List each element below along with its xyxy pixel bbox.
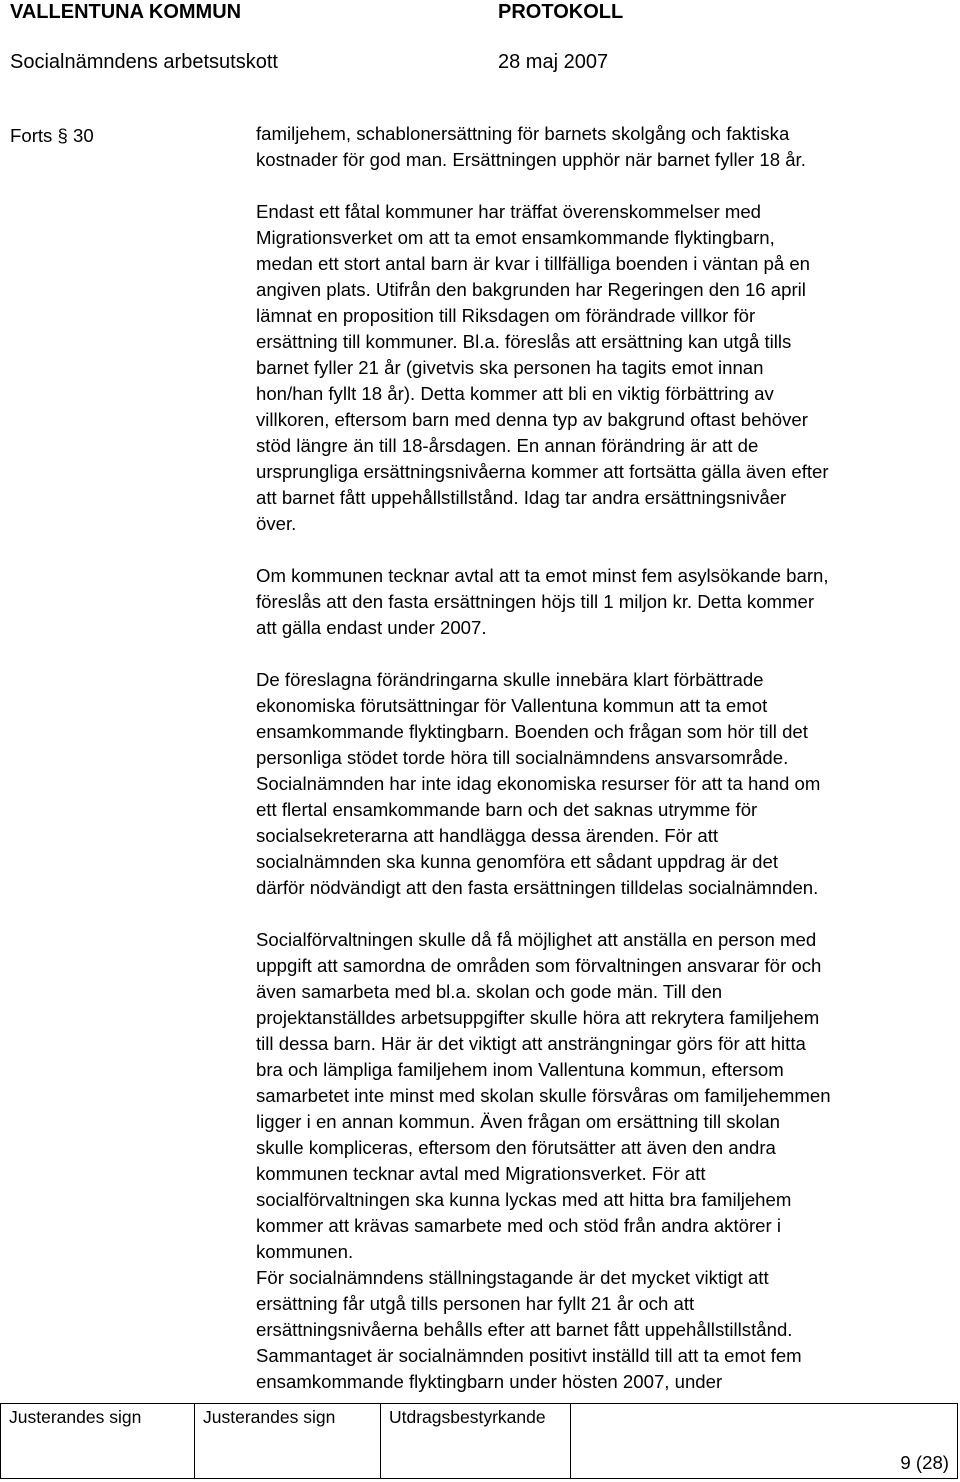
paragraph-3: Om kommunen tecknar avtal att ta emot minst fem asylsökande barn, föreslås att den fasta ersättningen höjs till 1 miljon kr. Detta kommer att gälla endast under 2007. xyxy=(256,565,829,638)
signature-label-1: Justerandes sign xyxy=(9,1407,142,1427)
org-name: VALLENTUNA KOMMUN xyxy=(10,1,242,23)
signature-cell-1 xyxy=(1,1404,195,1479)
paragraph-4: De föreslagna förändringarna skulle innebära klart förbättrade ekonomiska förutsättningar för Vallentuna kommun att ta emot ensamkommande flyktingbarn. Boenden och frågan som hör till det personliga stödet torde höra till socialnämndens ansvarsområde. Socialnämnden har inte idag ekonomiska resurser för att ta hand om ett flertal ensamkommande barn och det saknas utrymme för socialsekreterarna att handlägga dessa ärenden. För att socialnämnden ska kunna genomföra ett sådant uppdrag är det därför nödvändigt att den fasta ersättningen tilldelas socialnämnden. xyxy=(256,669,821,898)
meeting-date: 28 maj 2007 xyxy=(498,51,609,73)
extract-cell xyxy=(381,1404,571,1479)
signature-cell-2 xyxy=(195,1404,381,1479)
signature-label-2: Justerandes sign xyxy=(203,1407,336,1427)
signature-footer xyxy=(0,1403,958,1479)
section-label: Forts xyxy=(10,125,53,146)
committee-name: Socialnämndens arbetsutskott xyxy=(10,51,278,73)
paragraph-2: Endast ett fåtal kommuner har träffat överenskommelser med Migrationsverket om att ta emot ensamkommande flyktingbarn, medan ett stort antal barn är kvar i tillfälliga boenden i väntan på en angiven plats. Utifrån den bakgrunden har Regeringen den 16 april lämnat en proposition till Riksdagen om förändrade villkor för ersättning till kommuner. Bl.a. föreslås att ersättning kan utgå tills barnet fyller 21 år (givetvis ska personen ha tagits emot innan hon/han fyllt 18 år). Detta kommer att bli en viktig förbättring av villkoren, eftersom barn med denna typ av bakgrund oftast behöver stöd längre än till 18-årsdagen. En annan förändring är att de ursprungliga ersättningsnivåerna kommer att fortsätta gälla även efter att barnet fått uppehållstillstånd. Idag tar andra ersättningsnivåer över. xyxy=(256,201,829,534)
section-marker xyxy=(10,123,94,149)
paragraph-5: Socialförvaltningen skulle då få möjlighet att anställa en person med uppgift att samordna de områden som förvaltningen ansvarar för och även samarbeta med bl.a. skolan och gode män. Till den projektanställdes arbetsuppgifter skulle höra att rekrytera familjehem till dessa barn. Här är det viktigt att ansträngningar görs för att hitta bra och lämpliga familjehem inom Vallentuna kommun, eftersom samarbetet inte minst med skolan skulle försvåras om familjehemmen ligger i en annan kommun. Även frågan om ersättning till skolan skulle kompliceras, eftersom den förutsätter att även den andra kommunen tecknar avtal med Migrationsverket. För att socialförvaltningen ska kunna lyckas med att hitta bra familjehem kommer att krävas samarbete med och stöd från andra aktörer i kommunen. För socialnämndens ställningstagande är det mycket viktigt att ersättning får utgå tills personen har fyllt 21 år och att ersättningsnivåerna behålls efter att barnet fått uppehållstillstånd. Sammantaget är socialnämnden positivt inställd till att ta emot fem ensamkommande flyktingbarn under hösten 2007, under xyxy=(256,929,831,1392)
section-number: 30 xyxy=(73,125,94,146)
extract-label: Utdragsbestyrkande xyxy=(389,1407,546,1427)
paragraph-1: familjehem, schablonersättning för barnets skolgång och faktiska kostnader för god man. Ersättningen upphör när barnet fyller 18 år. xyxy=(256,123,806,170)
section-symbol: § xyxy=(57,125,68,146)
document-type: PROTOKOLL xyxy=(498,1,624,23)
page-number: 9 (28) xyxy=(900,1452,949,1473)
